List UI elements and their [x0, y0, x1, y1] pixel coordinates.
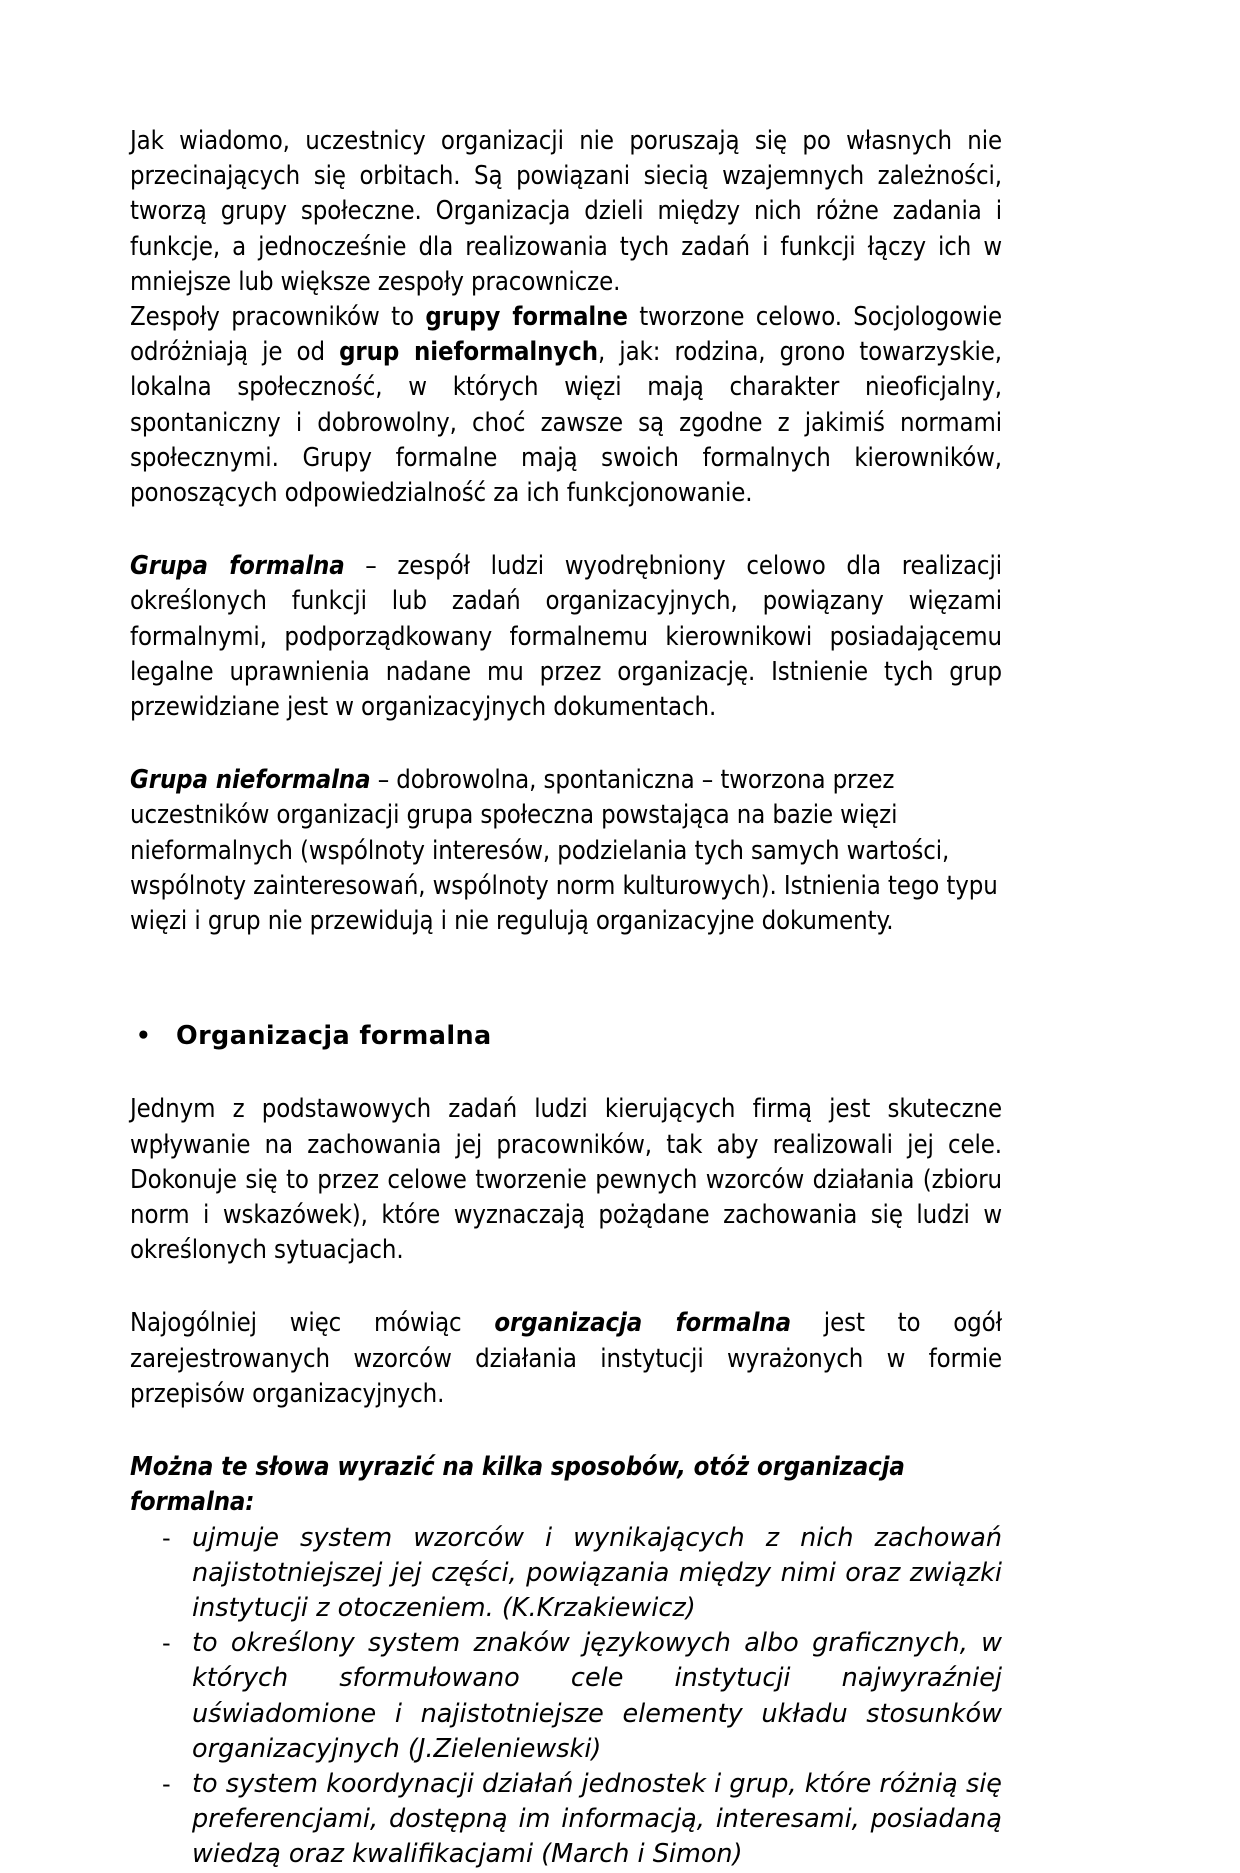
list-intro-line: Można te słowa wyrazić na kilka sposobów, otóż organizacja formalna:	[130, 1452, 905, 1518]
paragraph-run: Jednym z podstawowych zadań ludzi kierujących firmą jest skuteczne wpływanie na zachowania jej pracowników, tak aby realizowali jej cele. Dokonuje się to przez celowe tworzenie pewnych wzorców działania (zbioru norm i wskazówek), które wyznaczają pożądane zachowania się ludzi w określonych sytuacjach.	[130, 1094, 1002, 1266]
paragraph-groups	[130, 300, 1002, 511]
spacer	[130, 1054, 1002, 1092]
dash-icon: -	[162, 1769, 171, 1798]
term-grupy-formalne: grupy formalne	[425, 302, 628, 333]
paragraph-run: – zespół ludzi wyodrębniony celowo dla realizacji określonych funkcji lub zadań organizacyjnych, powiązany więzami formalnymi, podporządkowany formalnemu kierownikowi posiadającemu legalne uprawnienia nadane mu przez organizację. Istnienie tych grup przewidziane jest w organizacyjnych dokumentach.	[130, 551, 1002, 723]
document-body	[130, 124, 1002, 1873]
paragraph-run: Jak wiadomo, uczestnicy organizacji nie poruszają się po własnych nie przecinających się orbitach. Są powiązani siecią wzajemnych zależności, tworzą grupy społeczne. Organizacja dzieli między nich różne zadania i funkcje, a jednocześnie dla realizowania tych zadań i funkcji łączy ich w mniejsze lub większe zespoły pracownicze.	[130, 126, 1002, 297]
paragraph-najogolniej	[130, 1306, 1002, 1412]
paragraph-run: Zespoły pracowników to	[130, 302, 426, 333]
dash-icon: -	[162, 1629, 171, 1658]
paragraph-grupa-nieformalna	[130, 763, 1002, 939]
spacer	[130, 725, 1002, 763]
term-grupa-nieformalna: Grupa nieformalna	[130, 765, 371, 796]
term-grup-nieformalnych: grup nieformalnych	[339, 337, 598, 368]
term-grupa-formalna: Grupa formalna	[130, 551, 345, 582]
list-item	[130, 1626, 1002, 1767]
bullet-icon: •	[136, 1023, 151, 1050]
list-item-text: ujmuje system wzorców i wynikających z nich zachowań najistotniejszej jej części, powiązania między nimi oraz związki instytucji z otoczeniem. (K.Krzakiewicz)	[192, 1522, 1002, 1623]
spacer	[130, 511, 1002, 549]
paragraph-run: jest to ogół zarejestrowanych wzorców działania instytucji wyrażonych w formie przepisów organizacyjnych.	[130, 1308, 1002, 1409]
spacer	[130, 1412, 1002, 1450]
spacer	[130, 1268, 1002, 1306]
heading-label: Organizacja formalna	[176, 1021, 492, 1052]
spacer	[130, 993, 1002, 1019]
dash-icon: -	[162, 1523, 171, 1552]
paragraph-zadania-kierujacych	[130, 1092, 1002, 1268]
paragraph-run: Najogólniej więc mówiąc	[130, 1308, 495, 1339]
list-item	[130, 1521, 1002, 1627]
paragraph-grupa-formalna	[130, 549, 1002, 725]
definitions-list	[130, 1521, 1002, 1873]
paragraph-run: – dobrowolna, spontaniczna – tworzona przez uczestników organizacji grupa społeczna powstająca na bazie więzi nieformalnych (wspólnoty interesów, podzielania tych samych wartości, wspólnoty zainteresowań, wspólnoty norm kulturowych). Istnienia tego typu więzi i grup nie przewidują i nie regulują organizacyjne dokumenty.	[130, 765, 998, 937]
heading-organizacja-formalna	[130, 1019, 1002, 1054]
paragraph-run: tworzone celowo. Socjologowie odróżniają je od	[130, 302, 1002, 368]
term-organizacja-formalna: organizacja formalna	[494, 1308, 791, 1339]
list-item-text: to określony system znaków językowych albo graficznych, w których sformułowano cele instytucji najwyraźniej uświadomione i najistotniejsze elementy układu stosunków organizacyjnych (J.Zieleniewski)	[192, 1628, 1002, 1764]
paragraph-intro	[130, 124, 1002, 300]
list-item-text: to system koordynacji działań jednostek i grup, które różnią się preferencjami, dostępną im informacją, interesami, posiadaną wiedzą oraz kwalifikacjami (March i Simon)	[192, 1768, 1002, 1870]
list-item	[130, 1767, 1002, 1873]
paragraph-run: , jak: rodzina, grono towarzyskie, lokalna społeczność, w których więzi mają charakter nieoficjalny, spontaniczny i dobrowolny, choć zawsze są zgodne z jakimiś normami społecznymi. Grupy formalne mają swoich formalnych kierowników, ponoszących odpowiedzialność za ich funkcjonowanie.	[130, 337, 1002, 509]
spacer	[130, 939, 1002, 993]
